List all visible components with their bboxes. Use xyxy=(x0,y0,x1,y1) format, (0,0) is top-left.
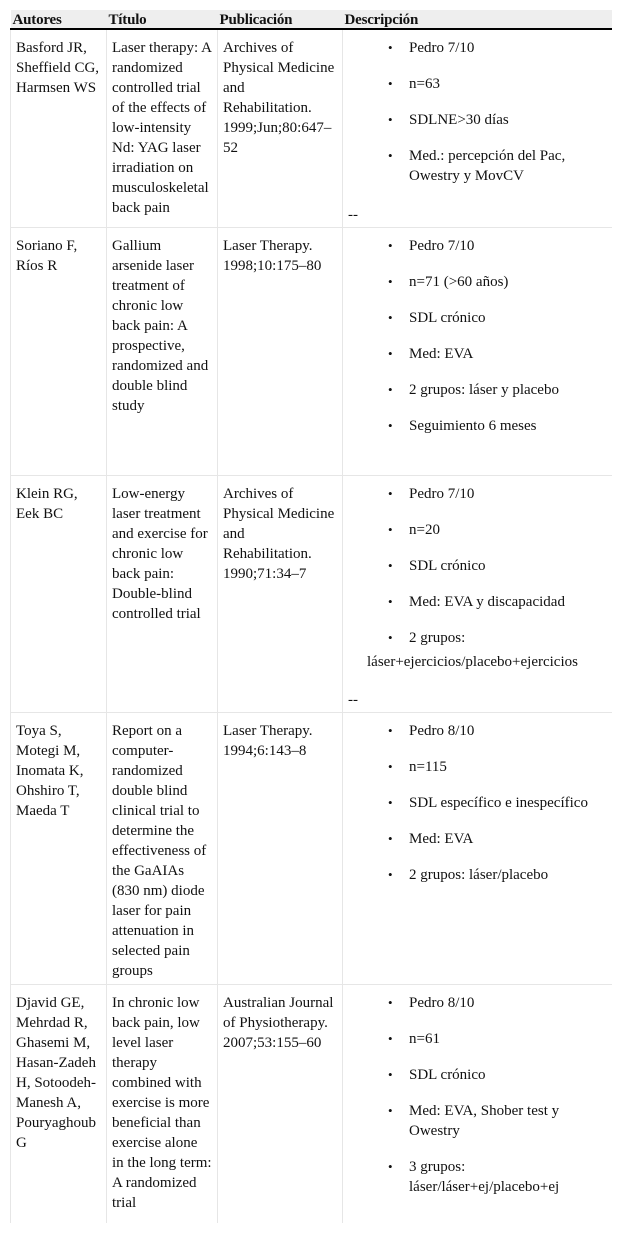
bullet-icon: • xyxy=(388,995,393,1010)
list-item: • Med: EVA xyxy=(388,831,474,847)
list-item: • Pedro 7/10 xyxy=(388,486,475,502)
bullet-icon: • xyxy=(388,831,393,846)
list-item: • 3 grupos: láser/láser+ej/placebo+ej xyxy=(388,1159,560,1195)
table-header-row xyxy=(11,10,613,29)
cell-title: Low-energy laser treatment and exercise for chronic low back pain: Double-blind controlled trial xyxy=(107,476,218,713)
header-publication: Publicación xyxy=(218,10,343,29)
cell-title: Laser therapy: A randomized controlled trial of the effects of low-intensity Nd: YAG laser irradiation on musculoskeletal back pain xyxy=(107,29,218,228)
cell-description xyxy=(343,29,613,228)
description-list xyxy=(348,484,612,672)
list-item: • n=20 xyxy=(388,522,440,538)
cell-description xyxy=(343,228,613,476)
cell-publication: Laser Therapy. 1998;10:175–80 xyxy=(218,228,343,476)
bullet-icon: • xyxy=(388,382,393,397)
cell-publication: Laser Therapy. 1994;6:143–8 xyxy=(218,713,343,985)
description-note: -- xyxy=(348,207,358,223)
bullet-icon: • xyxy=(388,1031,393,1046)
description-note: -- xyxy=(348,692,358,708)
bullet-icon: • xyxy=(388,418,393,433)
bullet-icon: • xyxy=(388,867,393,882)
table-row xyxy=(11,228,613,476)
list-item: • Med: EVA y discapacidad xyxy=(388,594,565,610)
cell-authors: Djavid GE, Mehrdad R, Ghasemi M, Hasan-Zadeh H, Sotoodeh-Manesh A, Pouryaghoub G xyxy=(11,985,107,1224)
cell-description xyxy=(343,713,613,985)
list-item: • SDLNE>30 días xyxy=(388,112,509,128)
list-item: • SDL crónico xyxy=(388,310,486,326)
list-item: • n=61 xyxy=(388,1031,440,1047)
bullet-icon: • xyxy=(388,795,393,810)
bullet-icon: • xyxy=(388,1159,393,1174)
cell-description xyxy=(343,476,613,713)
cell-authors: Klein RG, Eek BC xyxy=(11,476,107,713)
list-item: • Pedro 8/10 xyxy=(388,723,475,739)
description-list xyxy=(348,236,612,436)
bullet-icon: • xyxy=(388,310,393,325)
header-description: Descripción xyxy=(343,10,613,29)
studies-table-container xyxy=(10,10,612,1223)
list-item: • n=115 xyxy=(388,759,447,775)
bullet-icon: • xyxy=(388,346,393,361)
bullet-icon: • xyxy=(388,594,393,609)
bullet-icon: • xyxy=(388,112,393,127)
bullet-icon: • xyxy=(388,274,393,289)
list-item: • SDL específico e inespecífico xyxy=(388,795,588,811)
list-item: • Med.: percepción del Pac, Owestry y MovCV xyxy=(388,148,566,184)
list-item: • Med: EVA, Shober test y Owestry xyxy=(388,1103,560,1139)
bullet-icon: • xyxy=(388,558,393,573)
description-list xyxy=(348,993,612,1197)
cell-publication: Archives of Physical Medicine and Rehabilitation. 1990;71:34–7 xyxy=(218,476,343,713)
cell-publication: Archives of Physical Medicine and Rehabilitation. 1999;Jun;80:647–52 xyxy=(218,29,343,228)
header-title: Título xyxy=(107,10,218,29)
list-item: • Seguimiento 6 meses xyxy=(388,418,537,434)
cell-title: Gallium arsenide laser treatment of chronic low back pain: A prospective, randomized and double blind study xyxy=(107,228,218,476)
cell-description xyxy=(343,985,613,1224)
bullet-icon: • xyxy=(388,759,393,774)
bullet-icon: • xyxy=(388,1103,393,1118)
list-item: • SDL crónico xyxy=(388,558,486,574)
cell-authors: Basford JR, Sheffield CG, Harmsen WS xyxy=(11,29,107,228)
table-row xyxy=(11,29,613,228)
list-item: • Pedro 7/10 xyxy=(388,40,475,56)
bullet-icon: • xyxy=(388,1067,393,1082)
list-item: • 2 grupos: láser/placebo xyxy=(388,867,549,883)
cell-title: In chronic low back pain, low level laser therapy combined with exercise is more beneficial than exercise alone in the long term: A randomized trial xyxy=(107,985,218,1224)
table-row xyxy=(11,476,613,713)
header-authors: Autores xyxy=(11,10,107,29)
description-list xyxy=(348,38,612,186)
bullet-icon: • xyxy=(388,238,393,253)
bullet-icon: • xyxy=(388,522,393,537)
list-item: • SDL crónico xyxy=(388,1067,486,1083)
list-item: • n=63 xyxy=(388,76,440,92)
bullet-icon: • xyxy=(388,630,393,645)
description-list xyxy=(348,721,612,885)
studies-table xyxy=(10,10,612,1223)
list-item: • 2 grupos: láser+ejercicios/placebo+ejercicios xyxy=(367,630,578,670)
list-item: • Pedro 7/10 xyxy=(388,238,475,254)
bullet-icon: • xyxy=(388,76,393,91)
cell-publication: Australian Journal of Physiotherapy. 2007;53:155–60 xyxy=(218,985,343,1224)
bullet-icon: • xyxy=(388,723,393,738)
cell-authors: Soriano F, Ríos R xyxy=(11,228,107,476)
table-row xyxy=(11,713,613,985)
list-item: • n=71 (>60 años) xyxy=(388,274,509,290)
cell-title: Report on a computer-randomized double blind clinical trial to determine the effectiveness of the GaAIAs (830 nm) diode laser for pain attenuation in selected pain groups xyxy=(107,713,218,985)
list-item: • Med: EVA xyxy=(388,346,474,362)
bullet-icon: • xyxy=(388,148,393,163)
bullet-icon: • xyxy=(388,486,393,501)
list-item: • Pedro 8/10 xyxy=(388,995,475,1011)
list-item: • 2 grupos: láser y placebo xyxy=(388,382,559,398)
table-row xyxy=(11,985,613,1224)
cell-authors: Toya S, Motegi M, Inomata K, Ohshiro T, Maeda T xyxy=(11,713,107,985)
bullet-icon: • xyxy=(388,40,393,55)
